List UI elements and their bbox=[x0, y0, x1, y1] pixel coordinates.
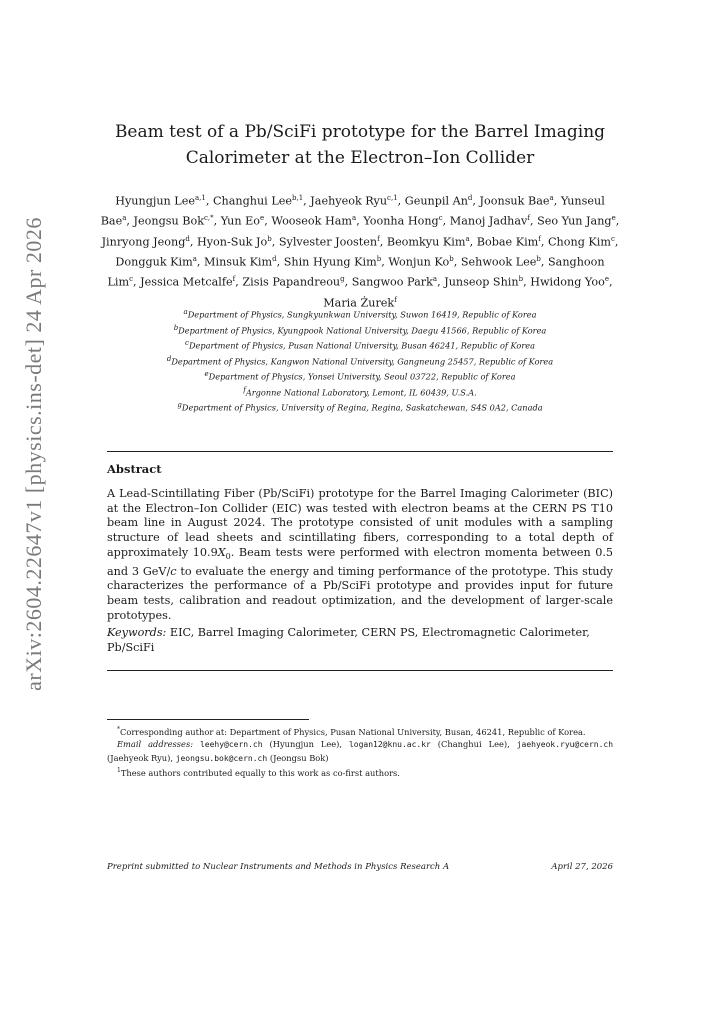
cofirst-footnote bbox=[107, 765, 613, 779]
cofirst-mark: 1 bbox=[117, 766, 121, 774]
author-affiliation-mark: a bbox=[432, 275, 438, 284]
corresponding-text: Corresponding author at: Department of Physics, Pusan National University, Busan, 46241, Republic of Korea. bbox=[120, 726, 586, 737]
author-name: Seo Yun Jang bbox=[537, 215, 612, 229]
author-name: Bobae Kim bbox=[476, 235, 539, 249]
author-affiliation-mark: f bbox=[377, 234, 380, 243]
author-name: Yun Eo bbox=[220, 215, 261, 229]
author-affiliation-mark: a bbox=[465, 234, 470, 243]
abstract-text-1: A Lead-Scintillating Fiber (Pb/SciFi) prototype for the Barrel Imaging Calorimeter (BIC) at the Electron–Ion Collider (EIC) was tested with electron beams at the CERN PS T10 beam line in August 2024. The prototype consisted of unit modules with a sampling structure of lead sheets and scintillating fibers, corresponding to a total depth of approximately 10.9 bbox=[107, 487, 613, 559]
abstract-heading: Abstract bbox=[107, 462, 162, 476]
affiliation-mark: f bbox=[243, 385, 246, 394]
arxiv-identifier: arXiv:2604.22647v1 [physics.ins-det] 24 Apr 2026 bbox=[21, 217, 47, 691]
author-name: Hyungjun Lee bbox=[115, 194, 195, 208]
email-owner: (Changhui Lee), bbox=[437, 739, 510, 750]
affiliation-text: Department of Physics, Pusan National University, Busan 46241, Republic of Korea bbox=[188, 340, 535, 351]
author-affiliation-mark: b bbox=[449, 254, 454, 263]
page-footer bbox=[107, 862, 613, 872]
author-affiliation-mark: a bbox=[122, 214, 127, 223]
keywords-label: Keywords: bbox=[107, 626, 167, 639]
email-address[interactable]: jaehyeok.ryu@cern.ch bbox=[516, 740, 614, 750]
author-name: Jaehyeok Ryu bbox=[310, 194, 388, 208]
affiliation-line bbox=[100, 337, 620, 353]
author-affiliation-mark: f bbox=[232, 275, 236, 284]
author-affiliation-mark: a bbox=[549, 194, 554, 202]
email-owner: (Jeongsu Bok) bbox=[269, 752, 329, 763]
affiliation-mark: g bbox=[177, 401, 182, 410]
author-affiliation-mark: b,1 bbox=[292, 194, 304, 202]
author-affiliation-mark: b bbox=[267, 234, 272, 243]
journal-note: Preprint submitted to Nuclear Instruments and Methods in Physics Research A bbox=[107, 862, 450, 872]
paper-title: Beam test of a Pb/SciFi prototype for the Barrel Imaging Calorimeter at the Electron–Ion Collider bbox=[114, 122, 606, 168]
author-list: Hyungjun Lee$^{a,1}$, Changhui Lee$^{b,1}$, Jaehyeok Ryu$^{c,1}$, Geunpil An$^d$, Joonsuk Bae$^a$, Yunseul Bae$^a$, Jeongsu Bok$^{c,*}$, Yun Eo$^e$, Wooseok Ham$^a$, Yoonha Hong$^c$, Manoj Jadhav$^f$, Seo Yun Jang$^e$, Jinryong Jeong$^d$, Hyon-Suk Jo$^b$, Sylvester Joosten$^f$, Beomkyu Kim$^a$, Bobae Kim$^f$, Chong Kim$^c$, Dongguk Kim$^a$, Minsuk Kim$^d$, Shin Hyung Kim$^b$, Wonjun Ko$^b$, Sehwook Lee$^b$, Sanghoon Lim$^c$, Jessica Metcalfe$^f$, Zisis Papandreou$^g$, Sangwoo Park$^a$, Junseop Shin$^b$, Hwidong Yoo$^e$, Maria Żurek$^f$ bbox=[100, 194, 620, 310]
x0-subscript: 0 bbox=[225, 552, 231, 562]
abstract-body bbox=[107, 487, 613, 624]
cofirst-text: These authors contributed equally to this work as co-first authors. bbox=[120, 767, 400, 778]
author-affiliation-mark: b bbox=[376, 254, 382, 263]
author-affiliation-mark: c,1 bbox=[387, 194, 398, 202]
author-affiliation-mark: a bbox=[352, 214, 357, 223]
affiliation-mark: e bbox=[204, 370, 209, 379]
author-name: Shin Hyung Kim bbox=[283, 255, 377, 269]
author-name: Sanghoon Lim bbox=[107, 255, 605, 290]
author-affiliation-mark: a,1 bbox=[194, 194, 206, 202]
author-name: Zisis Papandreou bbox=[242, 276, 341, 290]
author-name: Wonjun Ko bbox=[388, 255, 450, 269]
corresponding-mark: * bbox=[117, 726, 120, 733]
author-affiliation-mark: c bbox=[610, 234, 615, 243]
author-name: Sehwook Lee bbox=[460, 255, 537, 269]
author-affiliation-mark: d bbox=[272, 254, 277, 263]
affiliation-text: Department of Physics, Kyungpook National University, Daegu 41566, Republic of Korea bbox=[178, 325, 547, 336]
author-affiliation-mark: e bbox=[604, 275, 609, 284]
author-affiliation-mark: f bbox=[527, 214, 530, 223]
author-affiliation-mark: d bbox=[185, 234, 190, 243]
affiliation-line bbox=[100, 368, 620, 384]
abstract-text-2: . Beam tests were performed with electron momenta between 0.5 and 3 GeV/ bbox=[107, 545, 613, 578]
author-affiliation-mark: d bbox=[467, 194, 473, 202]
affiliation-mark: b bbox=[173, 323, 179, 332]
author-name: Junseop Shin bbox=[444, 276, 519, 290]
affiliation-text: Department of Physics, Sungkyunkwan University, Suwon 16419, Republic of Korea bbox=[187, 309, 537, 320]
author-name: Hyon-Suk Jo bbox=[196, 235, 268, 249]
affiliation-text: Department of Physics, Kangwon National University, Gangneung 25457, Republic of Korea bbox=[171, 356, 554, 367]
author-name: Jeongsu Bok bbox=[133, 215, 204, 229]
author-name: Yoonha Hong bbox=[363, 215, 439, 229]
author-name: Chong Kim bbox=[547, 235, 611, 249]
author-name: Maria Żurek bbox=[323, 296, 395, 310]
affiliation-line bbox=[100, 306, 620, 322]
author-affiliation-mark: e bbox=[260, 214, 265, 223]
author-affiliation-mark: a bbox=[192, 254, 197, 263]
author-name: Geunpil An bbox=[404, 194, 468, 208]
author-name: Minsuk Kim bbox=[204, 255, 273, 269]
email-owner: (Jaehyeok Ryu), bbox=[107, 752, 174, 763]
affiliation-line bbox=[100, 399, 620, 415]
author-affiliation-mark: c,* bbox=[203, 214, 214, 223]
keywords bbox=[107, 626, 613, 655]
arxiv-sidebar bbox=[16, 217, 52, 691]
email-address[interactable]: leehy@cern.ch bbox=[199, 740, 263, 750]
keywords-text: EIC, Barrel Imaging Calorimeter, CERN PS, Electromagnetic Calorimeter, Pb/SciFi bbox=[107, 626, 590, 654]
footnote-divider bbox=[107, 719, 309, 720]
top-divider bbox=[107, 451, 613, 452]
author-affiliation-mark: f bbox=[394, 295, 397, 304]
preprint-date: April 27, 2026 bbox=[551, 862, 613, 872]
affiliation-text: Department of Physics, Yonsei University, Seoul 03722, Republic of Korea bbox=[208, 371, 516, 382]
author-name: Jinryong Jeong bbox=[101, 235, 186, 249]
abstract-text-3: to evaluate the energy and timing performance of the prototype. This study characterizes the performance of a Pb/SciFi prototype and provides input for future beam tests, calibration and readout optimization, and the development of larger-scale prototypes. bbox=[107, 564, 613, 622]
author-name: Joonsuk Bae bbox=[479, 194, 550, 208]
author-name: Yunseul Bae bbox=[100, 194, 605, 229]
email-address[interactable]: logan12@knu.ac.kr bbox=[348, 740, 431, 750]
affiliation-mark: d bbox=[166, 354, 172, 363]
affiliation-text: Department of Physics, University of Regina, Regina, Saskatchewan, S4S 0A2, Canada bbox=[181, 402, 543, 413]
author-name: Wooseok Ham bbox=[271, 215, 353, 229]
author-name: Changhui Lee bbox=[212, 194, 292, 208]
author-name: Sangwoo Park bbox=[351, 276, 433, 290]
x0-symbol: X bbox=[217, 545, 226, 559]
affiliation-list bbox=[100, 306, 620, 415]
footnotes bbox=[107, 724, 613, 779]
c-symbol: c bbox=[170, 564, 177, 578]
author-affiliation-mark: e bbox=[611, 214, 616, 223]
author-affiliation-mark: c bbox=[438, 214, 443, 223]
bottom-divider bbox=[107, 670, 613, 671]
affiliation-mark: a bbox=[183, 308, 188, 316]
author-affiliation-mark: c bbox=[129, 275, 133, 284]
affiliation-line bbox=[100, 322, 620, 338]
email-address[interactable]: jeongsu.bok@cern.ch bbox=[175, 753, 268, 763]
author-affiliation-mark: b bbox=[536, 254, 541, 263]
corresponding-footnote bbox=[107, 724, 613, 738]
affiliation-mark: c bbox=[185, 339, 189, 348]
email-footnote bbox=[107, 738, 613, 765]
email-owner: (Hyungjun Lee), bbox=[269, 739, 343, 750]
author-name: Manoj Jadhav bbox=[449, 215, 528, 229]
affiliation-line bbox=[100, 353, 620, 369]
author-affiliation-mark: b bbox=[518, 275, 524, 284]
author-name: Sylvester Joosten bbox=[278, 235, 378, 249]
author-name: Jessica Metcalfe bbox=[140, 276, 233, 290]
author-name: Dongguk Kim bbox=[115, 255, 193, 269]
email-label: Email addresses: bbox=[117, 739, 194, 750]
affiliation-line bbox=[100, 384, 620, 400]
author-name: Beomkyu Kim bbox=[386, 235, 466, 249]
author-affiliation-mark: g bbox=[340, 275, 345, 284]
affiliation-text: Argonne National Laboratory, Lemont, IL 60439, U.S.A. bbox=[245, 387, 477, 398]
author-affiliation-mark: f bbox=[538, 234, 541, 243]
author-name: Hwidong Yoo bbox=[530, 276, 605, 290]
